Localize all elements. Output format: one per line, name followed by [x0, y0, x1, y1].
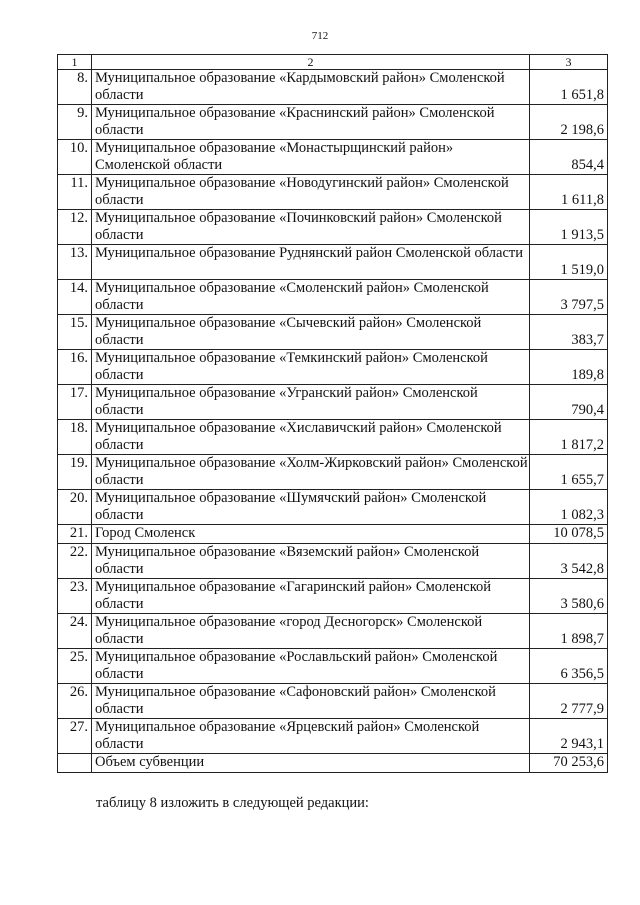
table-row: [58, 684, 608, 719]
table-row: [58, 490, 608, 525]
table-row: [58, 245, 608, 280]
subvention-amount: 1 655,7: [530, 455, 608, 490]
municipality-name: Муниципальное образование «Кардымовский район» Смоленской области: [92, 70, 530, 105]
row-number: 26.: [58, 684, 92, 719]
municipality-name: Муниципальное образование «Шумячский район» Смоленской области: [92, 490, 530, 525]
subvention-amount: 3 580,6: [530, 579, 608, 614]
row-number: 15.: [58, 315, 92, 350]
municipality-name: Муниципальное образование «Гагаринский район» Смоленской области: [92, 579, 530, 614]
header-col-3: 3: [530, 55, 608, 70]
table-row: [58, 614, 608, 649]
subvention-amount: 1 817,2: [530, 420, 608, 455]
header-col-1: 1: [58, 55, 92, 70]
subvention-amount: 1 913,5: [530, 210, 608, 245]
municipality-name: Муниципальное образование «Вяземский район» Смоленской области: [92, 544, 530, 579]
municipality-name: Муниципальное образование «Рославльский район» Смоленской области: [92, 649, 530, 684]
total-row-number: [58, 754, 92, 773]
table-row: [58, 350, 608, 385]
subvention-table: [57, 54, 608, 773]
row-number: 11.: [58, 175, 92, 210]
municipality-name: Муниципальное образование «Угранский район» Смоленской области: [92, 385, 530, 420]
table-row: [58, 280, 608, 315]
municipality-name: Муниципальное образование «Смоленский район» Смоленской области: [92, 280, 530, 315]
municipality-name: Муниципальное образование «Краснинский район» Смоленской области: [92, 105, 530, 140]
instruction-text: таблицу 8 изложить в следующей редакции:: [96, 795, 369, 811]
subvention-amount: 189,8: [530, 350, 608, 385]
row-number: 16.: [58, 350, 92, 385]
row-number: 18.: [58, 420, 92, 455]
subvention-amount: 2 777,9: [530, 684, 608, 719]
row-number: 23.: [58, 579, 92, 614]
table-row: [58, 70, 608, 105]
header-col-2: 2: [92, 55, 530, 70]
table-row: [58, 525, 608, 544]
row-number: 25.: [58, 649, 92, 684]
municipality-name: Муниципальное образование «Темкинский район» Смоленской области: [92, 350, 530, 385]
row-number: 9.: [58, 105, 92, 140]
row-number: 8.: [58, 70, 92, 105]
subvention-amount: 3 542,8: [530, 544, 608, 579]
table-row: [58, 719, 608, 754]
subvention-amount: 790,4: [530, 385, 608, 420]
municipality-name: Муниципальное образование Руднянский район Смоленской области: [92, 245, 530, 280]
table-header-row: [58, 55, 608, 70]
municipality-name: Муниципальное образование «Холм-Жирковский район» Смоленской области: [92, 455, 530, 490]
municipality-name: Муниципальное образование «Ярцевский район» Смоленской области: [92, 719, 530, 754]
page-number: 712: [311, 30, 329, 42]
total-label: Объем субвенции: [92, 754, 530, 773]
row-number: 12.: [58, 210, 92, 245]
total-amount: 70 253,6: [530, 754, 608, 773]
subvention-amount: 1 651,8: [530, 70, 608, 105]
subvention-amount: 2 943,1: [530, 719, 608, 754]
row-number: 13.: [58, 245, 92, 280]
municipality-name: Город Смоленск: [92, 525, 530, 544]
row-number: 21.: [58, 525, 92, 544]
municipality-name: Муниципальное образование «город Десногорск» Смоленской области: [92, 614, 530, 649]
table-row: [58, 105, 608, 140]
table-row: [58, 140, 608, 175]
table-row: [58, 579, 608, 614]
row-number: 17.: [58, 385, 92, 420]
table-row: [58, 649, 608, 684]
row-number: 22.: [58, 544, 92, 579]
table-row: [58, 175, 608, 210]
subvention-amount: 383,7: [530, 315, 608, 350]
subvention-amount: 1 519,0: [530, 245, 608, 280]
row-number: 27.: [58, 719, 92, 754]
row-number: 10.: [58, 140, 92, 175]
subvention-amount: 10 078,5: [530, 525, 608, 544]
subvention-amount: 1 082,3: [530, 490, 608, 525]
table-row: [58, 385, 608, 420]
municipality-name: Муниципальное образование «Сычевский район» Смоленской области: [92, 315, 530, 350]
row-number: 19.: [58, 455, 92, 490]
table-row: [58, 544, 608, 579]
municipality-name: Муниципальное образование «Сафоновский район» Смоленской области: [92, 684, 530, 719]
subvention-amount: 2 198,6: [530, 105, 608, 140]
subvention-amount: 854,4: [530, 140, 608, 175]
subvention-amount: 3 797,5: [530, 280, 608, 315]
table-row: [58, 315, 608, 350]
table-row: [58, 420, 608, 455]
municipality-name: Муниципальное образование «Монастырщинский район» Смоленской области: [92, 140, 530, 175]
row-number: 24.: [58, 614, 92, 649]
subvention-amount: 1 898,7: [530, 614, 608, 649]
municipality-name: Муниципальное образование «Починковский район» Смоленской области: [92, 210, 530, 245]
municipality-name: Муниципальное образование «Новодугинский район» Смоленской области: [92, 175, 530, 210]
row-number: 14.: [58, 280, 92, 315]
table-row: [58, 210, 608, 245]
total-row: [58, 754, 608, 773]
municipality-name: Муниципальное образование «Хиславичский район» Смоленской области: [92, 420, 530, 455]
subvention-amount: 6 356,5: [530, 649, 608, 684]
table-row: [58, 455, 608, 490]
row-number: 20.: [58, 490, 92, 525]
subvention-amount: 1 611,8: [530, 175, 608, 210]
